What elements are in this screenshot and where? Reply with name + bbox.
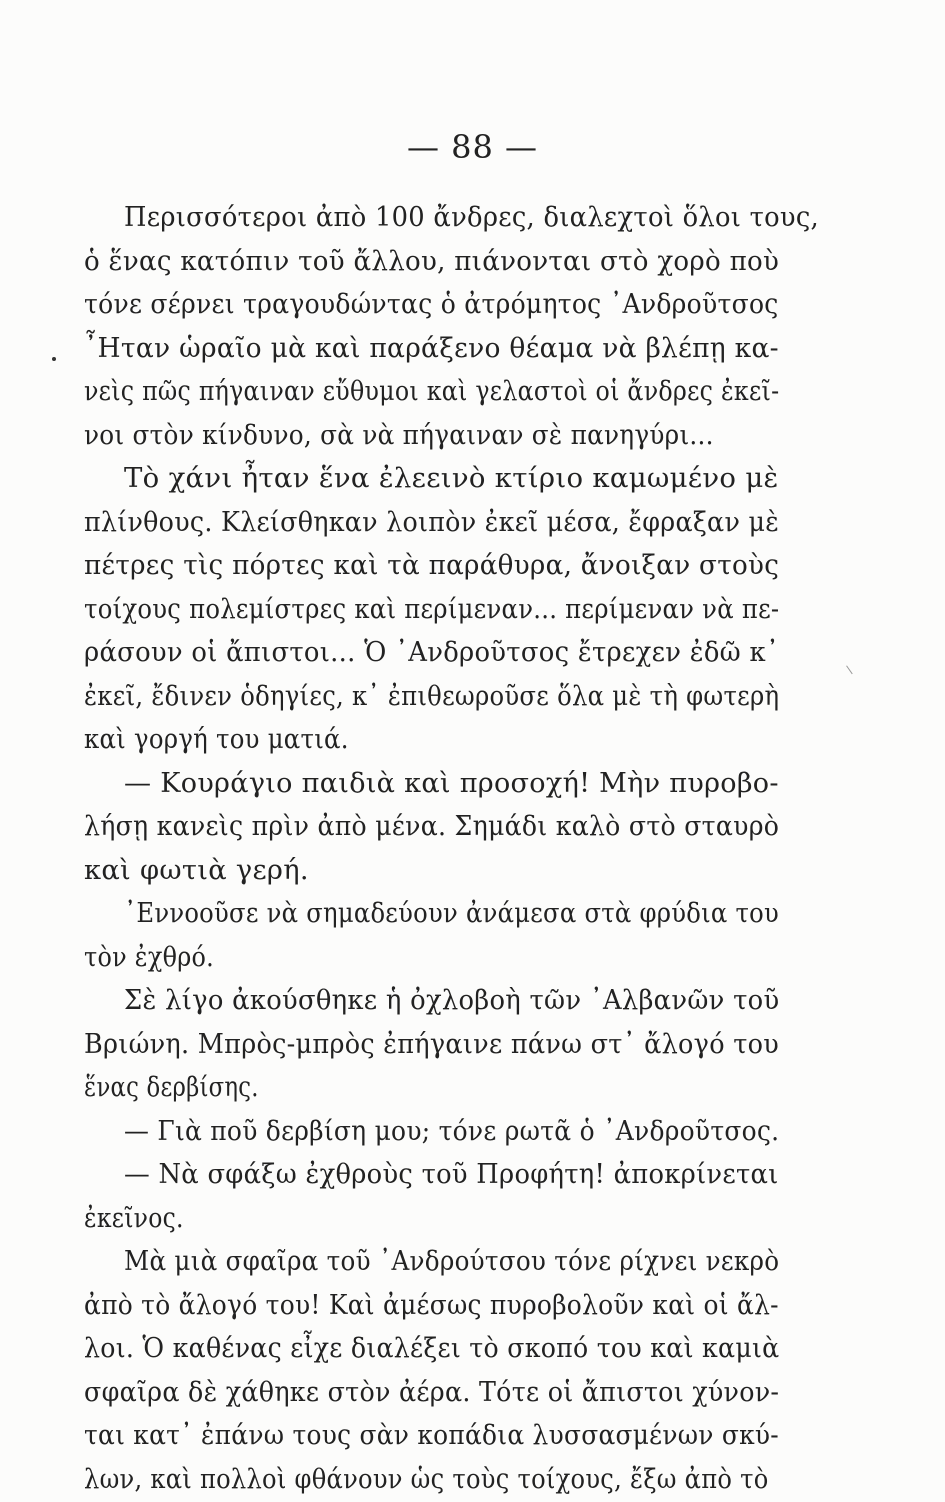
text-line: τόνε σέρνει τραγουδώντας ὁ ἀτρόμητος ᾿Ανδροῦτσος [84, 289, 779, 320]
text-line: ται κατ᾿ ἐπάνω τους σὰν κοπάδια λυσσασμένων σκύ- [84, 1420, 779, 1451]
text-line: ὁ ἕνας κατόπιν τοῦ ἄλλου, πιάνονται στὸ χορὸ ποὺ [84, 246, 780, 277]
text-line: πέτρες τὶς πόρτες καὶ τὰ παράθυρα, ἄνοιξαν στοὺς [84, 550, 780, 581]
text-line: καὶ φωτιὰ γερή. [84, 855, 309, 886]
text-line: — Νὰ σφάξω ἐχθροὺς τοῦ Προφήτη! ἀποκρίνεται [124, 1159, 779, 1190]
text-line: Βριώνη. Μπρὸς-μπρὸς ἐπήγαινε πάνω στ᾿ ἄλογό του [84, 1029, 780, 1060]
text-line: ᾿Εννοοῦσε νὰ σημαδεύουν ἀνάμεσα στὰ φρύδια του [124, 898, 779, 929]
text-line: νοι στὸν κίνδυνο, σὰ νὰ πήγαιναν σὲ πανηγύρι... [84, 420, 714, 451]
text-line: σφαῖρα δὲ χάθηκε στὸν ἀέρα. Τότε οἱ ἄπιστοι χύνον- [84, 1377, 780, 1408]
text-line: καὶ γοργή του ματιά. [84, 724, 349, 755]
text-line: Σὲ λίγο ἀκούσθηκε ἡ ὀχλοβοὴ τῶν ᾿Αλβανῶν τοῦ [124, 985, 780, 1016]
text-line: ἀπὸ τὸ ἄλογό του! Καὶ ἀμέσως πυροβολοῦν καὶ οἱ ἄλ- [84, 1290, 779, 1321]
text-line: λήσῃ κανεὶς πρὶν ἀπὸ μένα. Σημάδι καλὸ στὸ σταυρὸ [84, 811, 780, 842]
text-line: ῏Ηταν ὡραῖο μὰ καὶ παράξενο θέαμα νὰ βλέπῃ κα- [84, 333, 779, 364]
text-line: ἕνας δερβίσης. [84, 1072, 259, 1103]
text-line: λων, καὶ πολλοὶ φθάνουν ὡς τοὺς τοίχους, ἔξω ἀπὸ τὸ [84, 1464, 769, 1495]
text-line: — Κουράγιο παιδιὰ καὶ προσοχή! Μὴν πυροβο- [124, 768, 779, 799]
text-line: ράσουν οἱ ἄπιστοι... Ὁ ᾿Ανδροῦτσος ἔτρεχεν ἐδῶ κ᾿ [84, 637, 780, 668]
text-line: ἐκεῖνος. [84, 1203, 184, 1234]
page-number: — 88 — [406, 128, 539, 166]
stray-pen-mark [846, 660, 861, 675]
text-line: τοίχους πολεμίστρες καὶ περίμεναν... περίμεναν νὰ πε- [84, 594, 780, 625]
text-line: Τὸ χάνι ἦταν ἕνα ἐλεεινὸ κτίριο καμωμένο μὲ [124, 463, 779, 494]
text-line: Μὰ μιὰ σφαῖρα τοῦ ᾿Ανδρούτσου τόνε ρίχνει νεκρὸ [124, 1246, 780, 1277]
text-line: πλίνθους. Κλείσθηκαν λοιπὸν ἐκεῖ μέσα, ἔφραξαν μὲ [84, 507, 780, 538]
text-line: λοι. Ὁ καθένας εἶχε διαλέξει τὸ σκοπό του καὶ καμιὰ [84, 1333, 780, 1364]
text-line: ἐκεῖ, ἔδινεν ὁδηγίες, κ᾿ ἐπιθεωροῦσε ὅλα μὲ τὴ φωτερὴ [84, 681, 780, 712]
text-line: τὸν ἐχθρό. [84, 942, 215, 973]
text-line: — Γιὰ ποῦ δερβίση μου; τόνε ρωτᾶ ὁ ᾿Ανδροῦτσος. [124, 1116, 780, 1147]
margin-dot [52, 357, 56, 361]
text-line: Περισσότεροι ἀπὸ 100 ἄνδρες, διαλεχτοὶ ὅλοι τους, [124, 202, 820, 233]
text-line: νεὶς πῶς πήγαιναν εὔθυμοι καὶ γελαστοὶ οἱ ἄνδρες ἐκεῖ- [84, 376, 780, 407]
